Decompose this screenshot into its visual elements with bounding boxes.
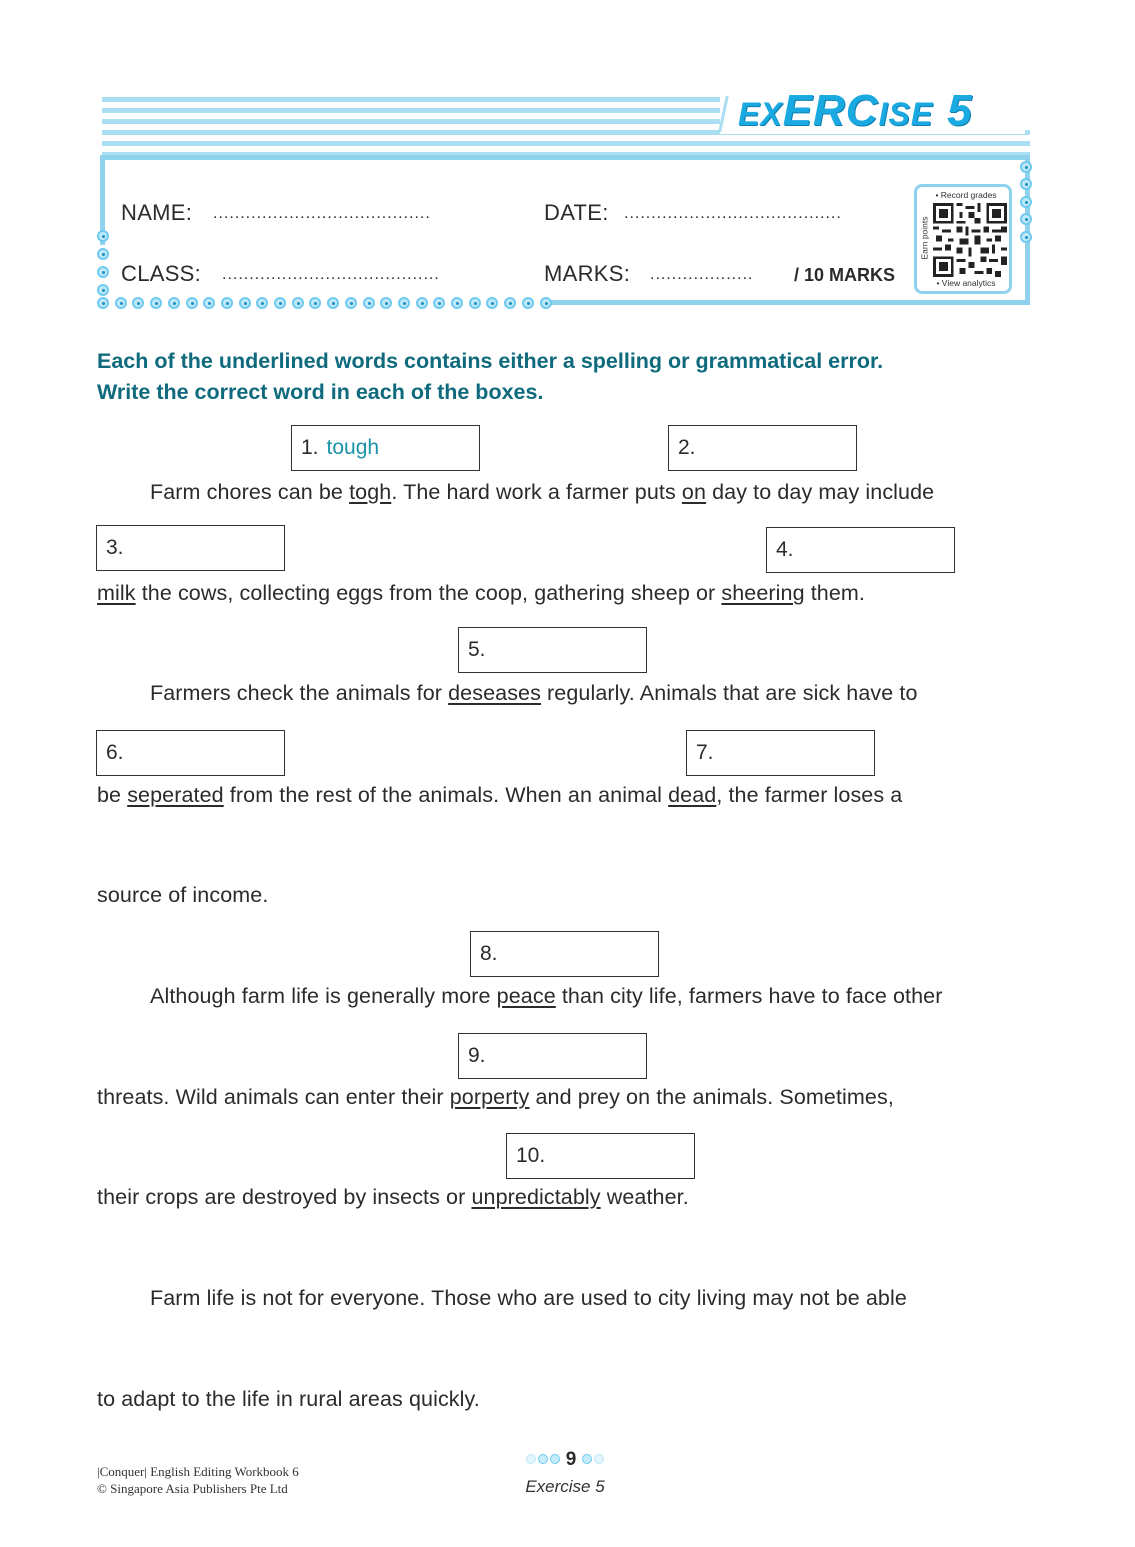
marks-field[interactable]: ...................	[650, 266, 754, 283]
decorative-dot	[380, 297, 392, 309]
decorative-dot	[97, 248, 109, 260]
marks-total: / 10 MARKS	[794, 265, 896, 285]
decorative-dot	[132, 297, 144, 309]
decorative-dot	[345, 297, 357, 309]
decorative-dot	[274, 297, 286, 309]
decorative-dot	[292, 297, 304, 309]
decorative-dot	[486, 297, 498, 309]
passage-line-7: threats. Wild animals can enter their porperty and prey on the animals. Sometimes,	[97, 1085, 894, 1109]
underlined-word: togh	[349, 480, 392, 504]
decorative-dot	[115, 297, 127, 309]
decorative-dot	[221, 297, 233, 309]
decorative-dot	[1020, 231, 1032, 243]
decorative-dot	[97, 284, 109, 296]
underlined-word: on	[681, 480, 707, 504]
date-label: DATE:	[544, 200, 609, 225]
decorative-dot	[540, 297, 552, 309]
marks-label: MARKS:	[544, 261, 631, 286]
passage-line-5: source of income.	[97, 883, 269, 907]
instructions	[97, 346, 1047, 408]
exercise-header	[0, 0, 1135, 320]
decorative-dot	[309, 297, 321, 309]
decorative-dot	[97, 297, 109, 309]
underlined-word: peace	[496, 984, 556, 1008]
date-field[interactable]: ........................................	[624, 205, 842, 222]
decorative-dot	[150, 297, 162, 309]
passage-line-4: be seperated from the rest of the animals. When an animal dead, the farmer loses a	[97, 783, 903, 807]
qr-view-analytics-label: • View analytics	[936, 278, 996, 288]
decorative-dot	[433, 297, 445, 309]
answer-box-5[interactable]: 5.	[458, 627, 647, 673]
passage-line-1: Farm chores can be togh. The hard work a farmer puts on day to day may include	[150, 480, 935, 504]
answer-box-9[interactable]: 9.	[458, 1033, 647, 1079]
header-stripes	[102, 97, 722, 159]
decorative-dot	[522, 297, 534, 309]
decorative-dot	[186, 297, 198, 309]
qr-record-grades-label: • Record grades	[935, 190, 997, 200]
decorative-dot	[451, 297, 463, 309]
decorative-dot	[504, 297, 516, 309]
decorative-dot	[398, 297, 410, 309]
underlined-word: unpredictably	[471, 1185, 601, 1209]
qr-code-panel[interactable]	[914, 184, 1012, 294]
decorative-dot	[97, 266, 109, 278]
decorative-dot	[469, 297, 481, 309]
name-field[interactable]: ........................................	[213, 205, 431, 222]
answer-value: tough	[326, 436, 380, 459]
decorative-dot	[203, 297, 215, 309]
passage-line-9: Farm life is not for everyone. Those who are used to city living may not be able	[150, 1286, 907, 1310]
decorative-dot	[1020, 161, 1032, 173]
underlined-word: porperty	[449, 1085, 530, 1109]
passage-line-10: to adapt to the life in rural areas quickly.	[97, 1387, 480, 1411]
passage-line-2: milk the cows, collecting eggs from the coop, gathering sheep or sheering them.	[97, 581, 866, 605]
book-title: |Conquer| English Editing Workbook 6	[97, 1464, 299, 1479]
answer-box-1[interactable]: 1. tough	[291, 425, 480, 471]
qr-code-icon	[933, 203, 1007, 277]
exercise-title: EXERCISE 5	[738, 86, 973, 135]
underlined-word: deseases	[448, 681, 541, 705]
answer-box-7[interactable]: 7.	[686, 730, 875, 776]
qr-earn-points-label: Earn points	[919, 216, 930, 260]
decorative-dot	[363, 297, 375, 309]
decorative-dot	[1020, 178, 1032, 190]
decorative-dot	[1020, 213, 1032, 225]
class-field[interactable]: ........................................	[222, 266, 440, 283]
answer-box-4[interactable]: 4.	[766, 527, 955, 573]
answer-box-8[interactable]: 8.	[470, 931, 659, 977]
name-label: NAME:	[121, 200, 193, 225]
decorative-dot	[256, 297, 268, 309]
passage-line-3: Farmers check the animals for deseases regularly. Animals that are sick have to	[150, 681, 918, 705]
class-label: CLASS:	[121, 261, 202, 286]
underlined-word: milk	[97, 581, 136, 605]
decorative-dot	[97, 230, 109, 242]
decorative-dot	[168, 297, 180, 309]
page-number: 9	[520, 1449, 610, 1473]
answer-box-6[interactable]: 6.	[96, 730, 285, 776]
underlined-word: seperated	[127, 783, 224, 807]
decorative-dot	[327, 297, 339, 309]
passage-line-6: Although farm life is generally more peace than city life, farmers have to face other	[150, 984, 943, 1008]
instruction-line-2: Write the correct word in each of the boxes.	[97, 380, 544, 404]
underlined-word: sheering	[721, 581, 805, 605]
footer-exercise-label: Exercise 5	[525, 1477, 605, 1496]
decorative-dot	[239, 297, 251, 309]
answer-box-10[interactable]: 10.	[506, 1133, 695, 1179]
answer-box-2[interactable]: 2.	[668, 425, 857, 471]
footer-publisher	[97, 1463, 299, 1497]
decorative-dot	[416, 297, 428, 309]
passage-line-8: their crops are destroyed by insects or unpredictably weather.	[97, 1185, 689, 1209]
underlined-word: dead	[668, 783, 717, 807]
instruction-line-1: Each of the underlined words contains either a spelling or grammatical error.	[97, 349, 884, 373]
copyright: © Singapore Asia Publishers Pte Ltd	[97, 1481, 288, 1496]
answer-box-3[interactable]: 3.	[96, 525, 285, 571]
decorative-dot	[1020, 196, 1032, 208]
